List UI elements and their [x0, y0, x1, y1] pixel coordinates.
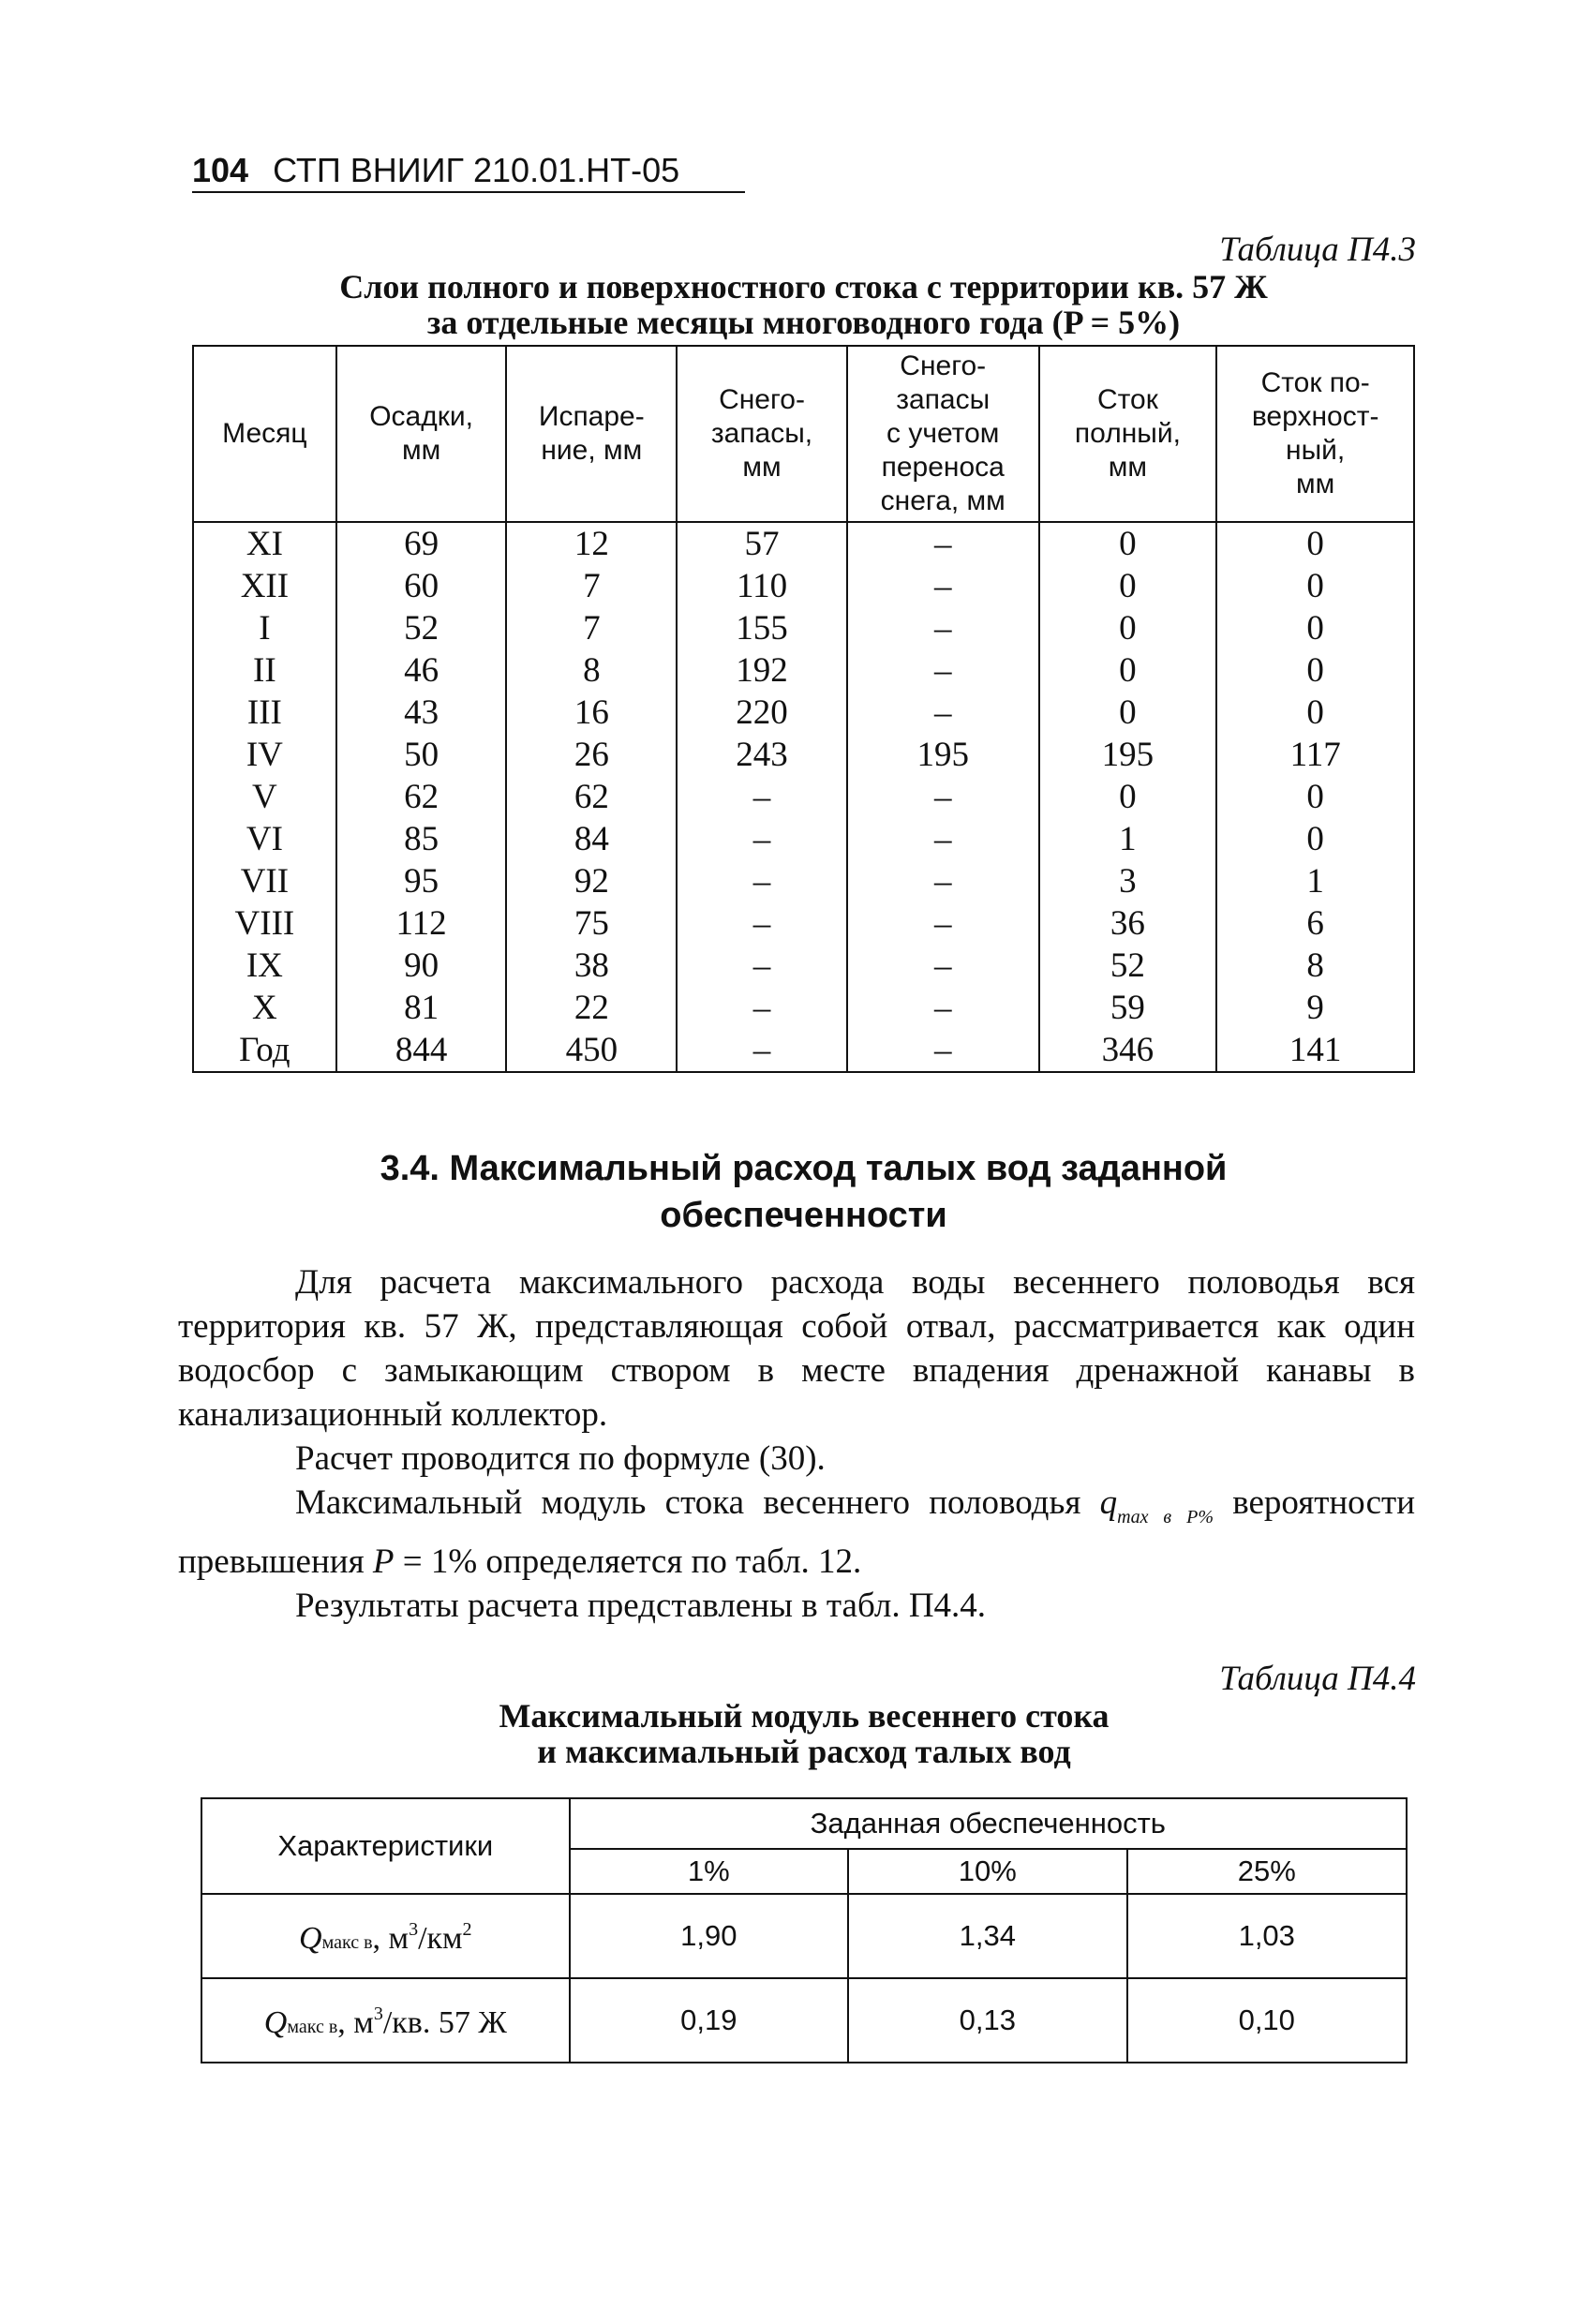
paragraph-1: Для расчета максимального расхода воды весеннего половодья вся территория кв. 57 Ж, представляющая собой отвал, рассматривается как один водосбор с замыкающим створом в месте впадения дренажной канавы в канализационный коллектор. — [178, 1263, 1415, 1434]
table1-cell: 8 — [506, 649, 677, 692]
characteristics-header: Характеристики — [201, 1798, 570, 1894]
table1-cell: – — [677, 902, 847, 945]
value-cell: 1,03 — [1127, 1894, 1408, 1978]
table1-cell: 112 — [336, 902, 507, 945]
q-symbol: Q — [299, 1921, 322, 1956]
table1-col-header-line: мм — [742, 452, 782, 483]
characteristic-label — [201, 1978, 570, 2063]
table1-cell: 195 — [847, 734, 1039, 776]
table1-cell: 117 — [1216, 734, 1414, 776]
table1-cell: 9 — [1216, 987, 1414, 1029]
table1-cell: 69 — [336, 522, 507, 565]
q-symbol: q — [1099, 1483, 1118, 1522]
max-discharge-table — [201, 1797, 1408, 2063]
section-body — [178, 1260, 1415, 1628]
paragraph-3-text-c: = 1% определяется по табл. 12. — [402, 1542, 862, 1581]
month-cell: IX — [193, 945, 336, 987]
month-cell: I — [193, 607, 336, 649]
table1-cell: – — [677, 818, 847, 860]
month-cell: XII — [193, 565, 336, 607]
table1-cell: – — [847, 945, 1039, 987]
unit-text: /км — [418, 1921, 463, 1956]
section-heading — [192, 1145, 1415, 1239]
table1-cell: 0 — [1039, 522, 1217, 565]
table1-col-header-line: запасы, — [710, 418, 813, 449]
table1-cell: 26 — [506, 734, 677, 776]
unit-exponent: 3 — [409, 1919, 419, 1940]
table1-cell: – — [847, 692, 1039, 734]
table1-cell: 0 — [1039, 692, 1217, 734]
table1-cell: 0 — [1216, 818, 1414, 860]
table1-cell: 192 — [677, 649, 847, 692]
table1-cell: 81 — [336, 987, 507, 1029]
table1-cell: 141 — [1216, 1029, 1414, 1072]
unit-exponent: 3 — [373, 2004, 383, 2024]
table1-cell: – — [847, 818, 1039, 860]
table1-cell: 90 — [336, 945, 507, 987]
table1-col-header — [677, 346, 847, 522]
table1-cell: 110 — [677, 565, 847, 607]
table1-cell: 7 — [506, 565, 677, 607]
table1-col-header-line: Месяц — [222, 418, 307, 449]
table2-header-row-1 — [201, 1798, 1407, 1849]
table1-cell: 7 — [506, 607, 677, 649]
table1-col-header-line: полный, — [1074, 418, 1181, 449]
table1-cell: – — [677, 860, 847, 902]
table1-cell: – — [677, 987, 847, 1029]
table1-cell: 62 — [506, 776, 677, 818]
month-cell: X — [193, 987, 336, 1029]
month-cell: VII — [193, 860, 336, 902]
month-cell: XI — [193, 522, 336, 565]
table1-row — [193, 522, 1414, 565]
table1-row — [193, 987, 1414, 1029]
table1-col-header — [1039, 346, 1217, 522]
table1-col-header-line: мм — [1108, 452, 1148, 483]
table1-col-header — [336, 346, 507, 522]
table1-row — [193, 565, 1414, 607]
table1-cell: 43 — [336, 692, 507, 734]
table1-cell: 450 — [506, 1029, 677, 1072]
table1-col-header-line: Сток по- — [1260, 367, 1370, 398]
table1-row — [193, 776, 1414, 818]
table1-row — [193, 607, 1414, 649]
table1-row — [193, 860, 1414, 902]
unit-text: , м — [372, 1921, 410, 1956]
table1-cell: 38 — [506, 945, 677, 987]
table1-cell: 95 — [336, 860, 507, 902]
table1-cell: 0 — [1216, 649, 1414, 692]
table1-title-line2: за отдельные месяцы многоводного года (P = 5%) — [426, 304, 1181, 341]
table1-row — [193, 649, 1414, 692]
table1-row — [193, 818, 1414, 860]
table1-cell: 52 — [336, 607, 507, 649]
month-cell: V — [193, 776, 336, 818]
table1-cell: – — [847, 649, 1039, 692]
probability-header: 10% — [848, 1849, 1126, 1894]
table1-cell: – — [677, 945, 847, 987]
table1-cell: 62 — [336, 776, 507, 818]
month-cell: II — [193, 649, 336, 692]
table2-caption: Таблица П4.4 — [1219, 1660, 1416, 1698]
table1-cell: 60 — [336, 565, 507, 607]
table1-row — [193, 1029, 1414, 1072]
runoff-table — [192, 345, 1415, 1073]
probability-group-header: Заданная обеспеченность — [570, 1798, 1407, 1849]
table1-cell: – — [847, 607, 1039, 649]
table1-cell: 0 — [1039, 565, 1217, 607]
q-symbol: Q — [263, 2005, 288, 2040]
table1-cell: 22 — [506, 987, 677, 1029]
table1-row — [193, 945, 1414, 987]
table1-cell: 0 — [1039, 776, 1217, 818]
paragraph-3-text-b: вероятности превышения — [178, 1483, 1415, 1581]
table1-col-header-line: с учетом — [886, 418, 1000, 449]
table1-col-header-line: Осадки, — [369, 401, 473, 432]
table1-col-header — [1216, 346, 1414, 522]
table1-col-header-line: переноса — [881, 452, 1005, 483]
table1-row — [193, 692, 1414, 734]
table2-title — [201, 1698, 1408, 1769]
table1-cell: 155 — [677, 607, 847, 649]
table1-title — [192, 269, 1415, 340]
table1-cell: 0 — [1216, 522, 1414, 565]
table1-cell: 0 — [1216, 776, 1414, 818]
q-subscript: max в P% — [1117, 1507, 1214, 1527]
table1-cell: 0 — [1039, 649, 1217, 692]
section-heading-line2: обеспеченности — [660, 1196, 947, 1235]
q-subscript: макс в — [287, 2017, 338, 2037]
month-cell: Год — [193, 1029, 336, 1072]
table1-cell: 6 — [1216, 902, 1414, 945]
table1-body — [193, 522, 1414, 1072]
table1-title-line1: Слои полного и поверхностного стока с территории кв. 57 Ж — [339, 268, 1268, 305]
unit-text: /кв. 57 Ж — [382, 2005, 507, 2040]
table2-row — [201, 1978, 1407, 2063]
table1-cell: 57 — [677, 522, 847, 565]
table1-cell: 0 — [1216, 692, 1414, 734]
table2-body — [201, 1894, 1407, 2063]
month-cell: III — [193, 692, 336, 734]
paragraph-2: Расчет проводится по формуле (30). — [295, 1439, 826, 1478]
value-cell: 0,13 — [848, 1978, 1126, 2063]
month-cell: VIII — [193, 902, 336, 945]
table1-cell: 1 — [1039, 818, 1217, 860]
table1-cell: 243 — [677, 734, 847, 776]
unit-text: , м — [337, 2005, 374, 2040]
table1-col-header — [847, 346, 1039, 522]
table1-col-header — [506, 346, 677, 522]
table1-col-header-line: Сток — [1096, 384, 1158, 415]
month-cell: VI — [193, 818, 336, 860]
table1-cell: 52 — [1039, 945, 1217, 987]
table1-cell: – — [847, 902, 1039, 945]
month-cell: IV — [193, 734, 336, 776]
table1-row — [193, 902, 1414, 945]
table1-col-header-line: ние, мм — [541, 435, 643, 466]
table1-cell: 50 — [336, 734, 507, 776]
paragraph-4: Результаты расчета представлены в табл. П4.4. — [295, 1587, 987, 1625]
table1-col-header-line: мм — [401, 435, 441, 466]
table1-cell: 75 — [506, 902, 677, 945]
value-cell: 0,10 — [1127, 1978, 1408, 2063]
table1-cell: 220 — [677, 692, 847, 734]
table1-col-header — [193, 346, 336, 522]
table1-col-header-line: ный, — [1286, 435, 1346, 466]
page-number: 104 — [192, 151, 249, 189]
table1-col-header-line: Снего- — [900, 350, 987, 381]
table1-cell: 346 — [1039, 1029, 1217, 1072]
table1-cell: – — [847, 565, 1039, 607]
table1-cell: 8 — [1216, 945, 1414, 987]
paragraph-3 — [178, 1481, 1415, 1584]
table1-cell: – — [677, 1029, 847, 1072]
value-cell: 0,19 — [570, 1978, 848, 2063]
unit-exponent: 2 — [462, 1919, 472, 1940]
table1-col-header-line: запасы — [896, 384, 991, 415]
table1-cell: 84 — [506, 818, 677, 860]
table1-cell: 195 — [1039, 734, 1217, 776]
table1-col-header-line: мм — [1296, 469, 1335, 499]
table1-cell: 0 — [1039, 607, 1217, 649]
table2-title-line2: и максимальный расход талых вод — [537, 1733, 1071, 1770]
table1-cell: 36 — [1039, 902, 1217, 945]
table1-col-header-line: Испаре- — [538, 401, 645, 432]
table1-col-header-line: Снего- — [719, 384, 805, 415]
q-subscript: макс в — [321, 1932, 373, 1953]
table1-cell: 0 — [1216, 565, 1414, 607]
table1-row — [193, 734, 1414, 776]
table1-cell: 12 — [506, 522, 677, 565]
table2-title-line1: Максимальный модуль весеннего стока — [499, 1697, 1110, 1735]
table1-col-header-line: верхност- — [1251, 401, 1379, 432]
section-heading-line1: 3.4. Максимальный расход талых вод заданной — [380, 1149, 1228, 1188]
document-code: СТП ВНИИГ 210.01.НТ-05 — [273, 151, 680, 189]
table1-cell: 3 — [1039, 860, 1217, 902]
table1-cell: 92 — [506, 860, 677, 902]
table1-col-header-line: снега, мм — [880, 485, 1006, 516]
table1-cell: 1 — [1216, 860, 1414, 902]
value-cell: 1,34 — [848, 1894, 1126, 1978]
table1-caption: Таблица П4.3 — [1219, 231, 1416, 269]
table1-cell: 16 — [506, 692, 677, 734]
table1-cell: – — [677, 776, 847, 818]
table1-cell: 0 — [1216, 607, 1414, 649]
table1-header-row — [193, 346, 1414, 522]
table2-row — [201, 1894, 1407, 1978]
table1-cell: 844 — [336, 1029, 507, 1072]
table1-cell: – — [847, 776, 1039, 818]
table1-cell: 59 — [1039, 987, 1217, 1029]
value-cell: 1,90 — [570, 1894, 848, 1978]
p-symbol: P — [372, 1542, 395, 1581]
running-header — [192, 150, 745, 193]
probability-header: 25% — [1127, 1849, 1408, 1894]
paragraph-3-text-a: Максимальный модуль стока весеннего половодья — [295, 1483, 1081, 1522]
characteristic-label — [201, 1894, 570, 1978]
probability-header: 1% — [570, 1849, 848, 1894]
table1-cell: 85 — [336, 818, 507, 860]
table1-cell: – — [847, 522, 1039, 565]
table1-cell: – — [847, 860, 1039, 902]
table1-cell: – — [847, 987, 1039, 1029]
table1-cell: – — [847, 1029, 1039, 1072]
table1-cell: 46 — [336, 649, 507, 692]
